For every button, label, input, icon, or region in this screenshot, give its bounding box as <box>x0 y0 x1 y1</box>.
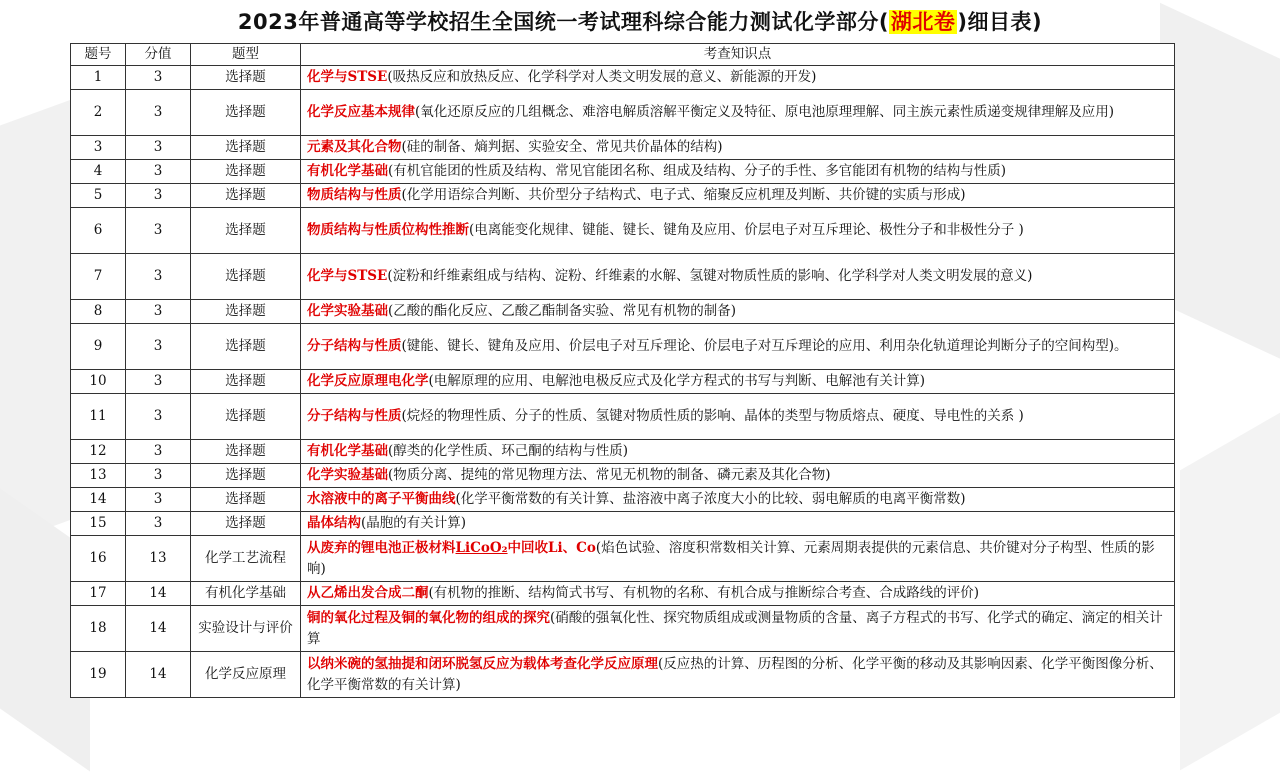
question-number: 7 <box>71 254 126 300</box>
table-row <box>71 370 1175 394</box>
table-row <box>71 512 1175 536</box>
knowledge-cell <box>301 254 1175 300</box>
topic-detail: (化学平衡常数的有关计算、盐溶液中离子浓度大小的比较、弱电解质的电离平衡常数) <box>455 491 966 507</box>
question-number: 11 <box>71 394 126 440</box>
topic-detail: (烷烃的物理性质、分子的性质、氢键对物质性质的影响、晶体的类型与物质熔点、硬度、导电性的关系 ) <box>401 408 1024 424</box>
knowledge-cell <box>301 66 1175 90</box>
topic-detail: (醇类的化学性质、环己酮的结构与性质) <box>388 443 629 459</box>
score-cell: 14 <box>126 582 191 606</box>
score-cell: 3 <box>126 440 191 464</box>
table-row <box>71 160 1175 184</box>
knowledge-cell <box>301 300 1175 324</box>
table-row <box>71 488 1175 512</box>
question-number: 19 <box>71 652 126 698</box>
table-row <box>71 536 1175 582</box>
question-type: 实验设计与评价 <box>191 606 301 652</box>
question-number: 8 <box>71 300 126 324</box>
score-cell: 3 <box>126 394 191 440</box>
topic-label: 有机化学基础 <box>307 443 388 459</box>
question-type: 化学反应原理 <box>191 652 301 698</box>
knowledge-cell <box>301 582 1175 606</box>
score-cell: 3 <box>126 464 191 488</box>
score-cell: 3 <box>126 370 191 394</box>
topic-label: 中回收Li、Co <box>507 539 596 556</box>
topic-detail: (吸热反应和放热反应、化学科学对人类文明发展的意义、新能源的开发) <box>387 69 817 85</box>
knowledge-cell <box>301 394 1175 440</box>
topic-label: 铜的氧化过程及铜的氧化物的组成的探究 <box>307 609 550 626</box>
topic-label: 水溶液中的离子平衡曲线 <box>307 491 456 507</box>
score-cell: 3 <box>126 208 191 254</box>
topic-label: 化学与STSE <box>307 69 388 85</box>
table-row <box>71 394 1175 440</box>
score-cell: 3 <box>126 300 191 324</box>
topic-label: 以纳米碗的氢抽提和闭环脱氢反应为载体考查化学反应原理 <box>307 655 658 672</box>
question-number: 18 <box>71 606 126 652</box>
score-cell: 3 <box>126 160 191 184</box>
table-row <box>71 324 1175 370</box>
topic-detail: (焰色试验、溶度积常数相关计算、元素周期表提供的元素信息、共价键对分子构型、性质的影响) <box>307 539 1155 577</box>
page-title <box>0 6 1280 36</box>
topic-detail: (键能、键长、键角及应用、价层电子对互斥理论、价层电子对互斥理论的应用、利用杂化轨道理论判断分子的空间构型)。 <box>401 338 1128 354</box>
knowledge-cell <box>301 160 1175 184</box>
knowledge-cell <box>301 184 1175 208</box>
question-number: 5 <box>71 184 126 208</box>
topic-detail: (电解原理的应用、电解池电极反应式及化学方程式的书写与判断、电解池有关计算) <box>428 373 926 389</box>
question-type: 选择题 <box>191 208 301 254</box>
topic-detail: (硅的制备、熵判据、实验安全、常见共价晶体的结构) <box>401 139 723 155</box>
question-number: 17 <box>71 582 126 606</box>
background-shape <box>1160 3 1280 378</box>
header-type: 题型 <box>191 44 301 66</box>
knowledge-cell <box>301 370 1175 394</box>
score-cell: 3 <box>126 324 191 370</box>
title-highlight: 湖北卷 <box>890 10 956 34</box>
question-type: 选择题 <box>191 324 301 370</box>
table-header-row <box>71 44 1175 66</box>
title-suffix: )细目表) <box>957 10 1043 34</box>
topic-detail: (有机官能团的性质及结构、常见官能团名称、组成及结构、分子的手性、多官能团有机物的结构与性质) <box>388 163 1007 179</box>
question-type: 选择题 <box>191 394 301 440</box>
question-number: 9 <box>71 324 126 370</box>
title-prefix: 2023年普通高等学校招生全国统一考试理科综合能力测试化学部分( <box>237 10 889 34</box>
question-number: 16 <box>71 536 126 582</box>
table-row <box>71 440 1175 464</box>
question-number: 12 <box>71 440 126 464</box>
question-type: 有机化学基础 <box>191 582 301 606</box>
score-cell: 3 <box>126 488 191 512</box>
question-number: 3 <box>71 136 126 160</box>
question-type: 选择题 <box>191 160 301 184</box>
table-row <box>71 464 1175 488</box>
knowledge-cell <box>301 324 1175 370</box>
table-row <box>71 208 1175 254</box>
score-cell: 3 <box>126 136 191 160</box>
topic-label: 分子结构与性质 <box>307 338 402 354</box>
header-number: 题号 <box>71 44 126 66</box>
topic-formula: LiCoO₂ <box>455 539 508 556</box>
knowledge-cell <box>301 136 1175 160</box>
topic-label: 化学与STSE <box>307 268 388 284</box>
question-type: 选择题 <box>191 512 301 536</box>
table-row <box>71 300 1175 324</box>
topic-detail: (反应热的计算、历程图的分析、化学平衡的移动及其影响因素、化学平衡图像分析、化学平衡常数的有关计算) <box>307 655 1163 693</box>
topic-detail: (物质分离、提纯的常见物理方法、常见无机物的制备、磷元素及其化合物) <box>388 467 831 483</box>
score-cell: 3 <box>126 512 191 536</box>
question-number: 6 <box>71 208 126 254</box>
topic-detail: (化学用语综合判断、共价型分子结构式、电子式、缩聚反应机理及判断、共价键的实质与形成) <box>401 187 966 203</box>
topic-detail: (硝酸的强氧化性、探究物质组成或测量物质的含量、离子方程式的书写、化学式的确定、滴定的相关计算 <box>307 609 1163 647</box>
question-number: 2 <box>71 90 126 136</box>
topic-label: 化学反应原理电化学 <box>307 373 429 389</box>
knowledge-cell <box>301 512 1175 536</box>
topic-label: 化学实验基础 <box>307 467 388 483</box>
score-cell: 14 <box>126 606 191 652</box>
knowledge-cell <box>301 440 1175 464</box>
topic-label: 化学反应基本规律 <box>307 104 415 120</box>
table-row <box>71 90 1175 136</box>
score-cell: 14 <box>126 652 191 698</box>
table-row <box>71 184 1175 208</box>
knowledge-cell <box>301 208 1175 254</box>
score-cell: 3 <box>126 66 191 90</box>
knowledge-cell <box>301 464 1175 488</box>
topic-label: 物质结构与性质 <box>307 187 402 203</box>
topic-detail: (电离能变化规律、键能、键长、键角及应用、价层电子对互斥理论、极性分子和非极性分子 ) <box>469 222 1024 238</box>
question-number: 1 <box>71 66 126 90</box>
score-cell: 3 <box>126 90 191 136</box>
table-row <box>71 66 1175 90</box>
question-number: 10 <box>71 370 126 394</box>
topic-label: 从废弃的锂电池正极材料 <box>307 539 456 556</box>
question-type: 化学工艺流程 <box>191 536 301 582</box>
score-cell: 13 <box>126 536 191 582</box>
knowledge-cell <box>301 536 1175 582</box>
topic-label: 分子结构与性质 <box>307 408 402 424</box>
table-row <box>71 254 1175 300</box>
topic-label: 物质结构与性质位构性推断 <box>307 222 469 238</box>
topic-detail: (有机物的推断、结构简式书写、有机物的名称、有机合成与推断综合考查、合成路线的评价) <box>428 585 980 601</box>
knowledge-cell <box>301 90 1175 136</box>
knowledge-cell <box>301 488 1175 512</box>
knowledge-cell <box>301 606 1175 652</box>
table-row <box>71 606 1175 652</box>
table-row <box>71 136 1175 160</box>
question-type: 选择题 <box>191 370 301 394</box>
topic-detail: (淀粉和纤维素组成与结构、淀粉、纤维素的水解、氢键对物质性质的影响、化学科学对人类文明发展的意义) <box>387 268 1033 284</box>
topic-label: 从乙烯出发合成二酮 <box>307 585 429 601</box>
question-number: 14 <box>71 488 126 512</box>
question-type: 选择题 <box>191 90 301 136</box>
question-type: 选择题 <box>191 254 301 300</box>
topic-label: 元素及其化合物 <box>307 139 402 155</box>
question-type: 选择题 <box>191 66 301 90</box>
table-body <box>71 66 1175 698</box>
question-type: 选择题 <box>191 184 301 208</box>
topic-label: 晶体结构 <box>307 515 361 531</box>
table-row <box>71 652 1175 698</box>
topic-label: 化学实验基础 <box>307 303 388 319</box>
question-number: 15 <box>71 512 126 536</box>
question-type: 选择题 <box>191 488 301 512</box>
background-shape <box>1180 390 1280 771</box>
question-type: 选择题 <box>191 440 301 464</box>
knowledge-cell <box>301 652 1175 698</box>
topic-detail: (氧化还原反应的几组概念、难溶电解质溶解平衡定义及特征、原电池原理理解、同主族元素性质递变规律理解及应用) <box>415 104 1115 120</box>
header-knowledge: 考查知识点 <box>301 44 1175 66</box>
score-cell: 3 <box>126 184 191 208</box>
question-type: 选择题 <box>191 300 301 324</box>
question-number: 4 <box>71 160 126 184</box>
topic-detail: (晶胞的有关计算) <box>361 515 467 531</box>
header-score: 分值 <box>126 44 191 66</box>
question-type: 选择题 <box>191 136 301 160</box>
detail-table <box>70 43 1175 698</box>
question-number: 13 <box>71 464 126 488</box>
topic-detail: (乙酸的酯化反应、乙酸乙酯制备实验、常见有机物的制备) <box>388 303 737 319</box>
table-row <box>71 582 1175 606</box>
score-cell: 3 <box>126 254 191 300</box>
question-type: 选择题 <box>191 464 301 488</box>
topic-label: 有机化学基础 <box>307 163 388 179</box>
